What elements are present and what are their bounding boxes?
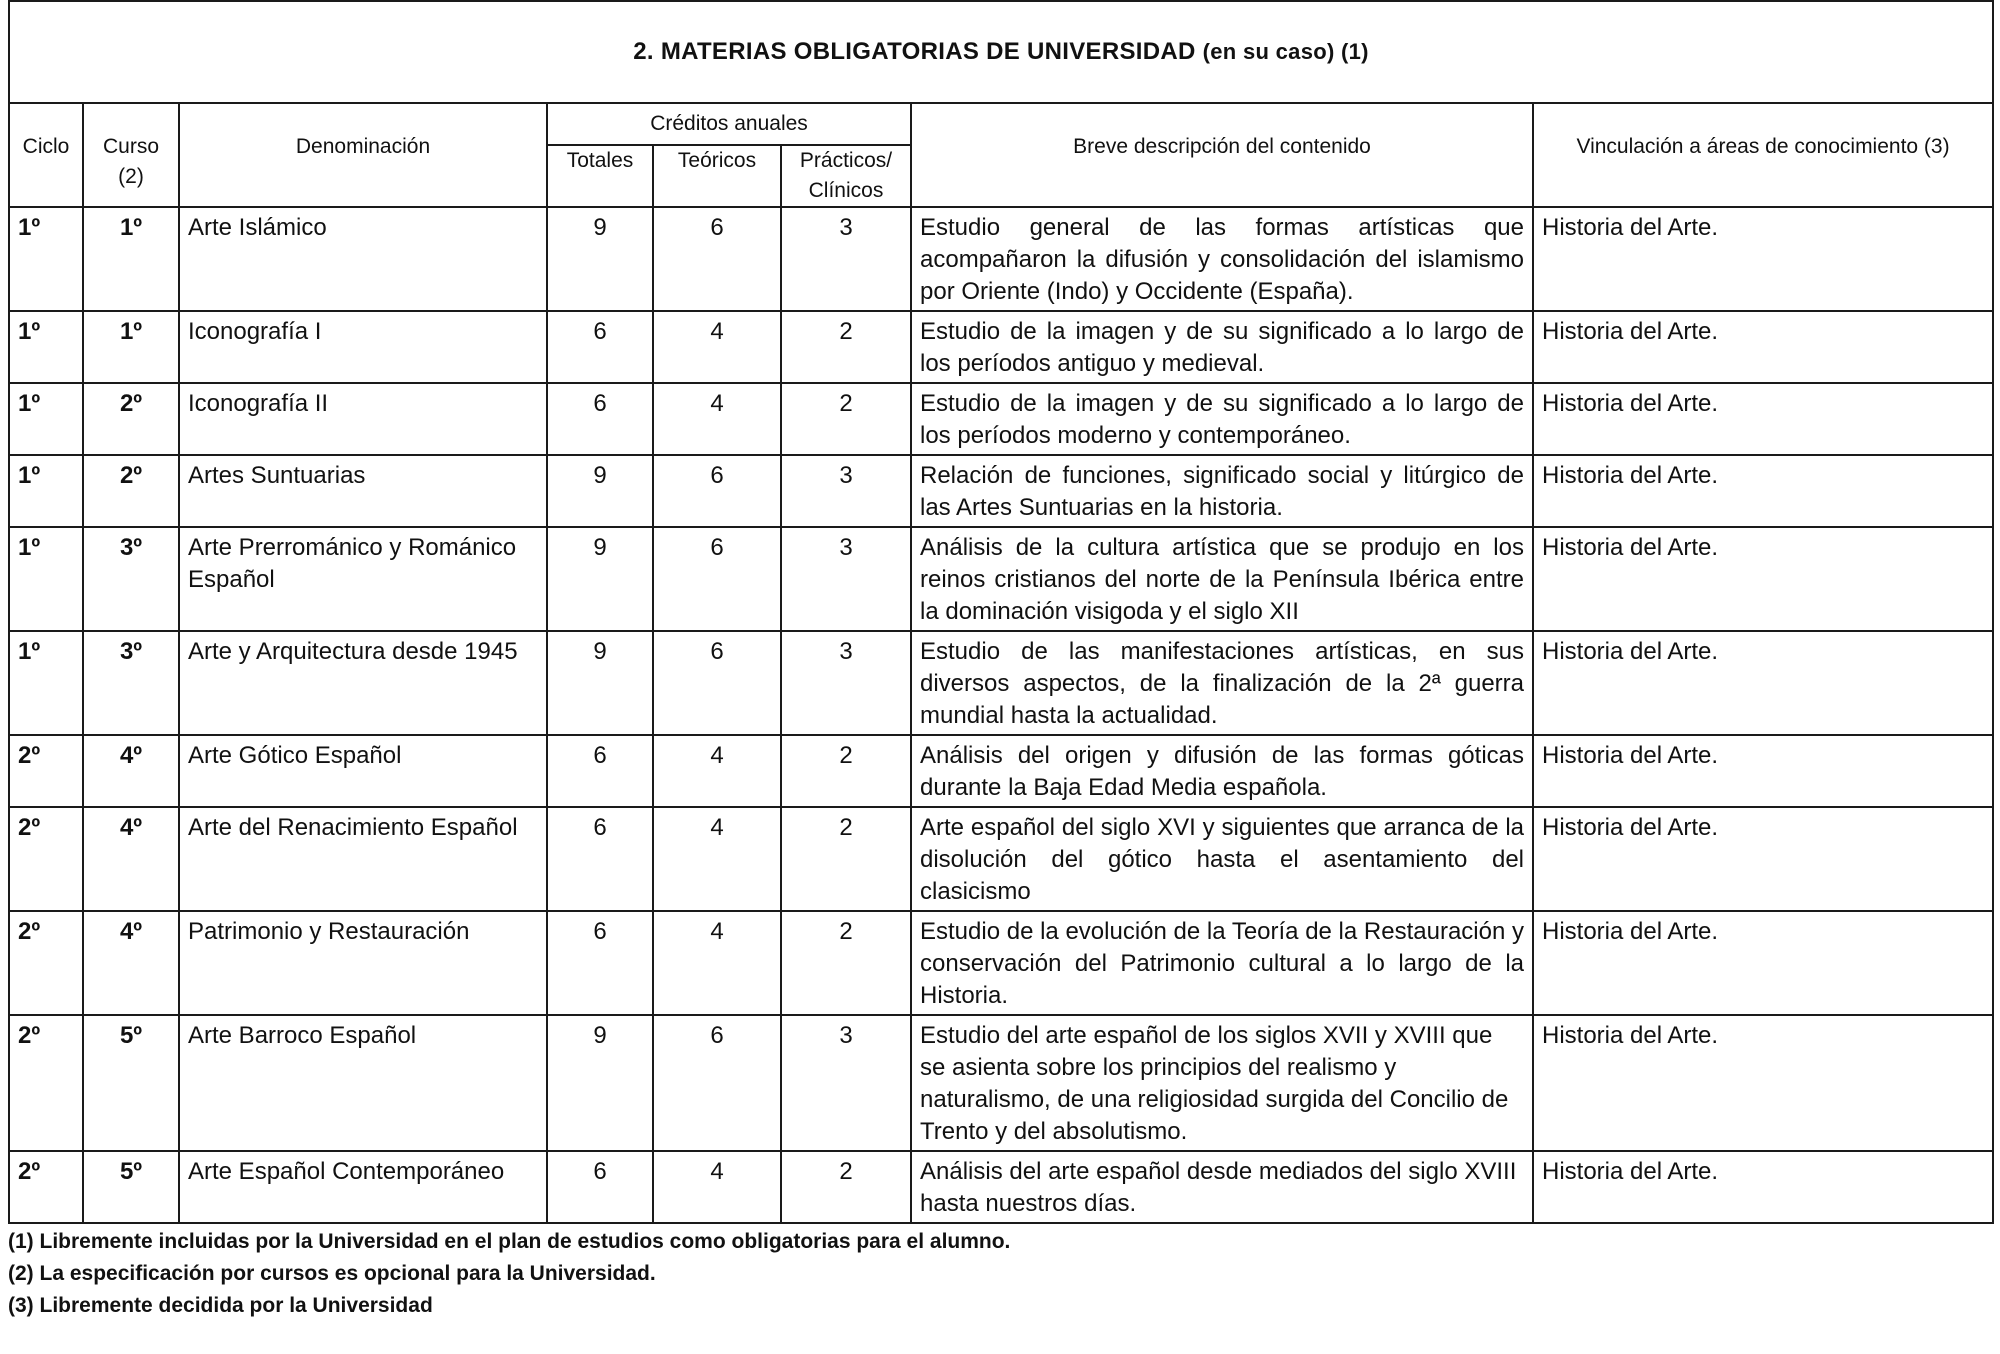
- cell-teoricos: 4: [653, 311, 781, 383]
- cell-totales: 6: [547, 807, 653, 911]
- cell-practicos: 2: [781, 807, 911, 911]
- cell-ciclo: 2º: [9, 735, 83, 807]
- cell-descripcion: Estudio de la imagen y de su significado a lo largo de los períodos antiguo y medieval.: [911, 311, 1533, 383]
- cell-vinculacion: Historia del Arte.: [1533, 631, 1993, 735]
- cell-descripcion: Estudio de la imagen y de su significado a lo largo de los períodos moderno y contemporáneo.: [911, 383, 1533, 455]
- cell-ciclo: 1º: [9, 207, 83, 311]
- table-row: [9, 807, 1993, 911]
- cell-vinculacion: Historia del Arte.: [1533, 911, 1993, 1015]
- cell-denominacion: Arte Islámico: [179, 207, 547, 311]
- cell-curso: 3º: [83, 631, 179, 735]
- cell-vinculacion: Historia del Arte.: [1533, 1151, 1993, 1223]
- cell-practicos: 3: [781, 631, 911, 735]
- cell-ciclo: 1º: [9, 455, 83, 527]
- cell-ciclo: 2º: [9, 807, 83, 911]
- cell-practicos: 3: [781, 527, 911, 631]
- cell-practicos: 3: [781, 1015, 911, 1151]
- cell-denominacion: Arte Barroco Español: [179, 1015, 547, 1151]
- document-page: [8, 0, 1992, 1322]
- cell-teoricos: 4: [653, 911, 781, 1015]
- cell-ciclo: 1º: [9, 631, 83, 735]
- cell-denominacion: Arte Español Contemporáneo: [179, 1151, 547, 1223]
- cell-ciclo: 1º: [9, 311, 83, 383]
- cell-descripcion: Análisis del arte español desde mediados del siglo XVIII hasta nuestros días.: [911, 1151, 1533, 1223]
- cell-vinculacion: Historia del Arte.: [1533, 807, 1993, 911]
- cell-totales: 9: [547, 1015, 653, 1151]
- table-row: [9, 911, 1993, 1015]
- cell-totales: 9: [547, 455, 653, 527]
- cell-ciclo: 1º: [9, 527, 83, 631]
- cell-totales: 6: [547, 383, 653, 455]
- header-teoricos: Teóricos: [653, 145, 781, 207]
- subjects-table: [8, 0, 1994, 1224]
- cell-curso: 3º: [83, 527, 179, 631]
- cell-teoricos: 4: [653, 1151, 781, 1223]
- cell-teoricos: 4: [653, 807, 781, 911]
- cell-practicos: 2: [781, 735, 911, 807]
- cell-teoricos: 6: [653, 1015, 781, 1151]
- cell-totales: 6: [547, 1151, 653, 1223]
- cell-curso: 1º: [83, 207, 179, 311]
- cell-teoricos: 6: [653, 207, 781, 311]
- table-row: [9, 735, 1993, 807]
- table-row: [9, 311, 1993, 383]
- cell-vinculacion: Historia del Arte.: [1533, 207, 1993, 311]
- cell-denominacion: Iconografía II: [179, 383, 547, 455]
- footnotes: [8, 1226, 1992, 1322]
- cell-practicos: 2: [781, 383, 911, 455]
- table-row: [9, 527, 1993, 631]
- header-curso-line1: Curso: [102, 135, 160, 158]
- footnote-3: (3) Libremente decidida por la Universidad: [8, 1294, 433, 1317]
- cell-curso: 4º: [83, 807, 179, 911]
- table-row: [9, 631, 1993, 735]
- cell-vinculacion: Historia del Arte.: [1533, 527, 1993, 631]
- cell-practicos: 3: [781, 455, 911, 527]
- cell-denominacion: Iconografía I: [179, 311, 547, 383]
- footnote-2: (2) La especificación por cursos es opcional para la Universidad.: [8, 1262, 656, 1285]
- cell-teoricos: 6: [653, 631, 781, 735]
- cell-practicos: 2: [781, 1151, 911, 1223]
- header-practicos-line1: Prácticos/: [799, 149, 893, 172]
- cell-curso: 2º: [83, 383, 179, 455]
- cell-vinculacion: Historia del Arte.: [1533, 311, 1993, 383]
- cell-practicos: 3: [781, 207, 911, 311]
- title-row: [9, 1, 1993, 103]
- cell-curso: 5º: [83, 1015, 179, 1151]
- cell-vinculacion: Historia del Arte.: [1533, 1015, 1993, 1151]
- cell-descripcion: Análisis del origen y difusión de las formas góticas durante la Baja Edad Media española.: [911, 735, 1533, 807]
- cell-curso: 4º: [83, 735, 179, 807]
- cell-totales: 9: [547, 527, 653, 631]
- cell-totales: 6: [547, 911, 653, 1015]
- cell-descripcion: Estudio de las manifestaciones artísticas, en sus diversos aspectos, de la finalización de la 2ª guerra mundial hasta la actualidad.: [911, 631, 1533, 735]
- cell-curso: 1º: [83, 311, 179, 383]
- cell-ciclo: 2º: [9, 1015, 83, 1151]
- cell-descripcion: Relación de funciones, significado social y litúrgico de las Artes Suntuarias en la historia.: [911, 455, 1533, 527]
- header-denominacion: Denominación: [179, 103, 547, 207]
- cell-ciclo: 2º: [9, 1151, 83, 1223]
- cell-curso: 5º: [83, 1151, 179, 1223]
- header-creditos: Créditos anuales: [547, 103, 911, 145]
- cell-teoricos: 4: [653, 383, 781, 455]
- table-title: [9, 1, 1993, 103]
- cell-denominacion: Arte del Renacimiento Español: [179, 807, 547, 911]
- header-descripcion: Breve descripción del contenido: [911, 103, 1533, 207]
- header-vinculacion: Vinculación a áreas de conocimiento (3): [1533, 103, 1993, 207]
- table-body: [9, 207, 1993, 1223]
- cell-vinculacion: Historia del Arte.: [1533, 455, 1993, 527]
- cell-descripcion: Arte español del siglo XVI y siguientes que arranca de la disolución del gótico hasta el asentamiento del clasicismo: [911, 807, 1533, 911]
- title-suffix: (en su caso) (1): [1202, 39, 1369, 64]
- cell-totales: 9: [547, 631, 653, 735]
- header-ciclo: Ciclo: [9, 103, 83, 207]
- table-row: [9, 383, 1993, 455]
- cell-teoricos: 4: [653, 735, 781, 807]
- cell-curso: 2º: [83, 455, 179, 527]
- header-curso: [83, 103, 179, 207]
- cell-denominacion: Patrimonio y Restauración: [179, 911, 547, 1015]
- cell-practicos: 2: [781, 311, 911, 383]
- cell-denominacion: Arte y Arquitectura desde 1945: [179, 631, 547, 735]
- cell-totales: 6: [547, 311, 653, 383]
- header-row: [9, 103, 1993, 145]
- cell-denominacion: Artes Suntuarias: [179, 455, 547, 527]
- header-totales: Totales: [547, 145, 653, 207]
- cell-totales: 6: [547, 735, 653, 807]
- cell-descripcion: Estudio general de las formas artísticas que acompañaron la difusión y consolidación del islamismo por Oriente (Indo) y Occidente (España).: [911, 207, 1533, 311]
- cell-descripcion: Estudio del arte español de los siglos XVII y XVIII que se asienta sobre los principios del realismo y naturalismo, de una religiosidad surgida del Concilio de Trento y del absolutismo.: [911, 1015, 1533, 1151]
- table-row: [9, 1015, 1993, 1151]
- cell-denominacion: Arte Prerrománico y Románico Español: [179, 527, 547, 631]
- cell-curso: 4º: [83, 911, 179, 1015]
- table-row: [9, 455, 1993, 527]
- cell-descripcion: Estudio de la evolución de la Teoría de la Restauración y conservación del Patrimonio cultural a lo largo de la Historia.: [911, 911, 1533, 1015]
- table-row: [9, 207, 1993, 311]
- cell-vinculacion: Historia del Arte.: [1533, 735, 1993, 807]
- cell-ciclo: 2º: [9, 911, 83, 1015]
- cell-denominacion: Arte Gótico Español: [179, 735, 547, 807]
- cell-ciclo: 1º: [9, 383, 83, 455]
- cell-teoricos: 6: [653, 455, 781, 527]
- table-row: [9, 1151, 1993, 1223]
- cell-descripcion: Análisis de la cultura artística que se produjo en los reinos cristianos del norte de la Península Ibérica entre la dominación visigoda y el siglo XII: [911, 527, 1533, 631]
- cell-teoricos: 6: [653, 527, 781, 631]
- cell-totales: 9: [547, 207, 653, 311]
- cell-vinculacion: Historia del Arte.: [1533, 383, 1993, 455]
- header-practicos-line2: Clínicos: [808, 179, 884, 202]
- header-curso-line2: (2): [118, 165, 144, 188]
- cell-practicos: 2: [781, 911, 911, 1015]
- header-practicos: [781, 145, 911, 207]
- footnote-1: (1) Libremente incluidas por la Universidad en el plan de estudios como obligatorias para el alumno.: [8, 1230, 1011, 1253]
- title-main: 2. MATERIAS OBLIGATORIAS DE UNIVERSIDAD: [633, 38, 1196, 65]
